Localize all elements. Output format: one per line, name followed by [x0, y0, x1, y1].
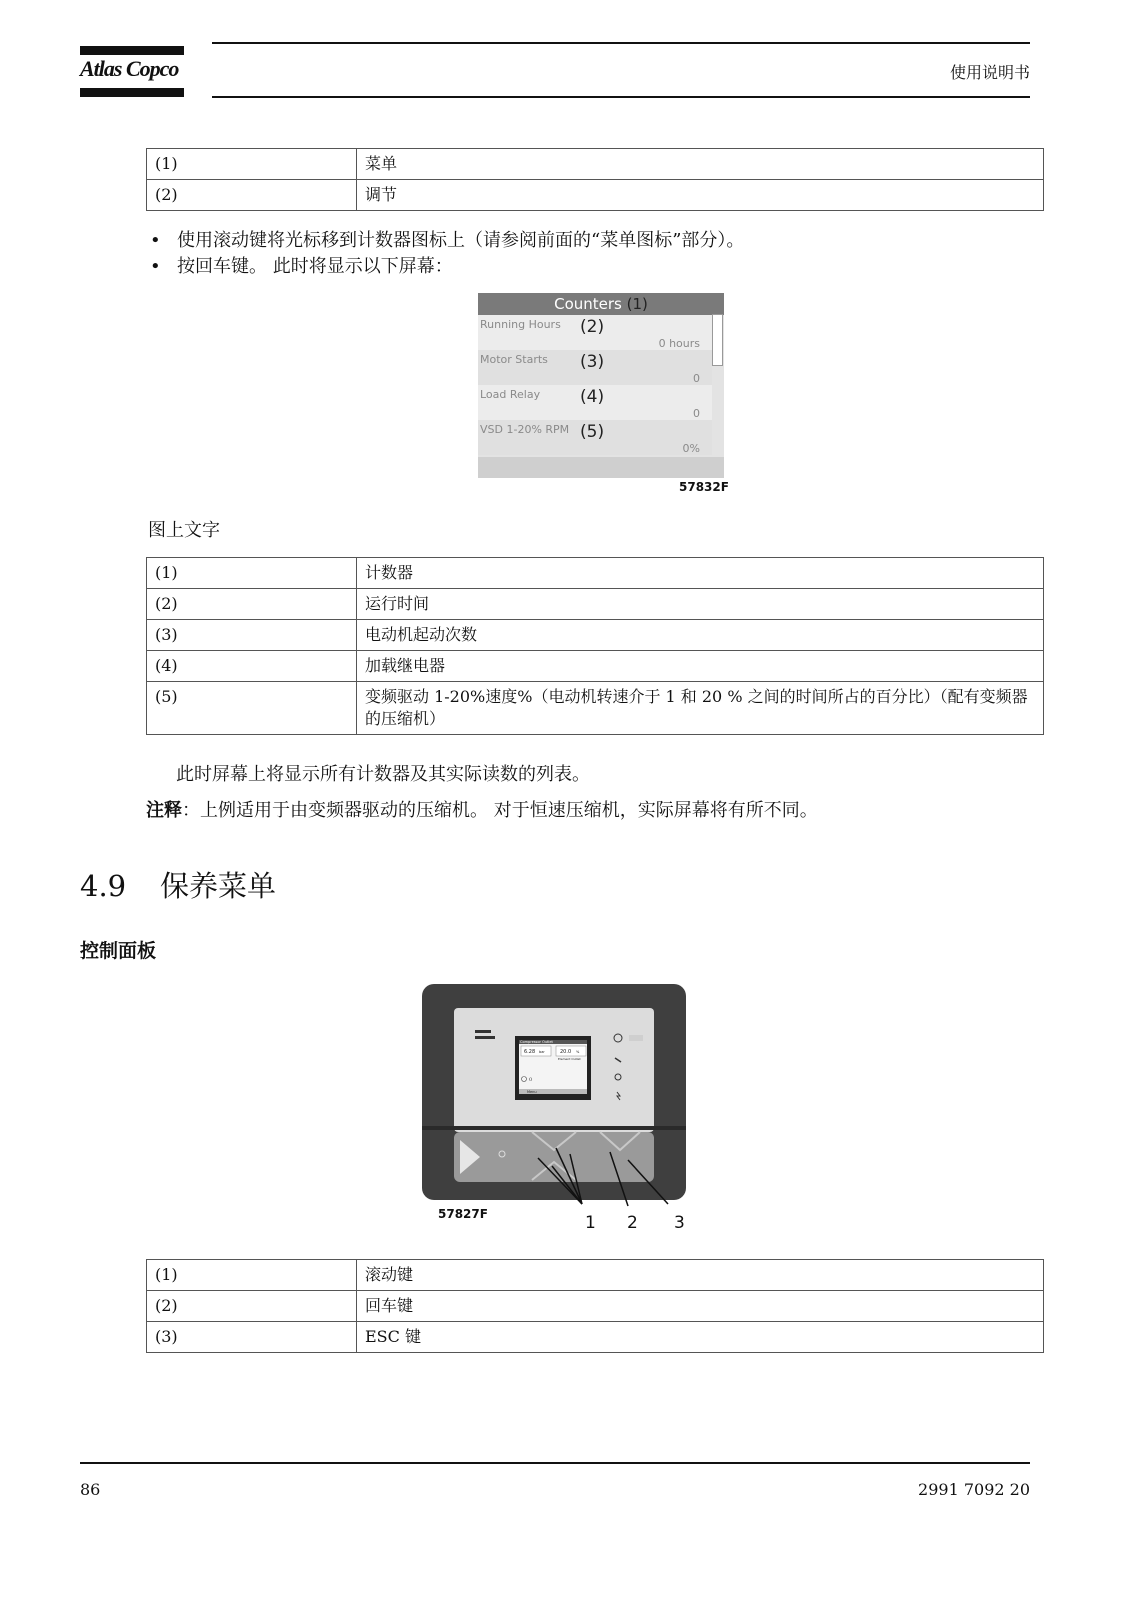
counters-legend-table — [146, 557, 1044, 735]
list-item: • 按回车键。 此时将显示以下屏幕： — [146, 254, 744, 280]
lcd-line2: Element Outlet — [558, 1057, 581, 1061]
table-key: (2) — [147, 180, 357, 211]
list-item: • 使用滚动键将光标移到计数器图标上（请参阅前面的“菜单图标”部分）。 — [146, 228, 744, 254]
section-number: 4.9 — [80, 869, 127, 903]
table-key: (1) — [147, 558, 357, 589]
table-value: 计数器 — [357, 558, 1044, 589]
table-value: 滚动键 — [357, 1260, 1044, 1291]
counter-value: 0 hours — [658, 337, 700, 350]
screen-row — [478, 315, 712, 350]
table-row — [147, 558, 1044, 589]
table-value: 加载继电器 — [357, 651, 1044, 682]
table-value: 运行时间 — [357, 589, 1044, 620]
section-heading — [80, 864, 276, 905]
table-value: 菜单 — [357, 149, 1044, 180]
screen-title-bar — [478, 293, 724, 315]
table-row — [147, 682, 1044, 735]
table-value: 电动机起动次数 — [357, 620, 1044, 651]
table-key: (3) — [147, 1322, 357, 1353]
logo-top-bar — [80, 46, 184, 55]
table-value: ESC 键 — [357, 1322, 1044, 1353]
table-key: (3) — [147, 620, 357, 651]
table-row — [147, 651, 1044, 682]
counter-callout: (4) — [580, 387, 605, 407]
counter-label: Load Relay — [480, 388, 541, 401]
header-top-rule — [212, 42, 1030, 44]
doc-number: 2991 7092 20 — [918, 1480, 1030, 1499]
table-key: (5) — [147, 682, 357, 735]
lcd-unit-2: % — [576, 1050, 580, 1054]
header-bottom-rule — [212, 96, 1030, 98]
table-key: (4) — [147, 651, 357, 682]
table-value: 回车键 — [357, 1291, 1044, 1322]
control-panel-figure — [420, 982, 720, 1240]
lcd-value-1: 6.28 — [524, 1049, 536, 1055]
screen-title: Counters — [554, 295, 622, 313]
counter-callout: (2) — [580, 317, 605, 337]
svg-text:0: 0 — [529, 1077, 533, 1083]
table-row — [147, 1291, 1044, 1322]
counters-screen-figure — [478, 293, 724, 478]
legend-caption: 图上文字 — [148, 520, 220, 541]
counter-label: VSD 1-20% RPM — [480, 423, 570, 436]
note-label: 注释 — [146, 800, 182, 821]
screen-row — [478, 385, 712, 420]
table-value: 变频驱动 1-20%速度%（电动机转速介于 1 和 20 % 之间的时间所占的百分比）（配有变频器的压缩机） — [357, 682, 1044, 735]
table-key: (2) — [147, 589, 357, 620]
lcd-menu: Menu — [527, 1090, 537, 1094]
control-panel-subheading: 控制面板 — [80, 940, 157, 962]
callout-3: 3 — [674, 1213, 685, 1233]
logo-bottom-bar — [80, 88, 184, 97]
footer-rule — [80, 1462, 1030, 1464]
table-key: (1) — [147, 149, 357, 180]
lcd-line1: Compressor Outlet — [520, 1040, 553, 1044]
panel-figure-code: 57827F — [438, 1207, 488, 1221]
section-title: 保养菜单 — [160, 869, 277, 903]
table-row — [147, 589, 1044, 620]
counter-label: Running Hours — [480, 318, 561, 331]
screen-title-callout: (1) — [626, 295, 648, 313]
screen-row — [478, 350, 712, 385]
document-title: 使用说明书 — [949, 63, 1030, 82]
counter-callout: (3) — [580, 352, 605, 372]
keys-legend-table — [146, 1259, 1044, 1353]
table-key: (1) — [147, 1260, 357, 1291]
counter-callout: (5) — [580, 422, 605, 442]
note-text: ：上例适用于由变频器驱动的压缩机。 对于恒速压缩机，实际屏幕将有所不同。 — [182, 800, 818, 821]
screen-row — [478, 420, 712, 455]
instruction-list — [146, 228, 744, 280]
table-row — [147, 1322, 1044, 1353]
figure-code: 57832F — [679, 480, 729, 494]
table-row — [147, 149, 1044, 180]
menu-legend-table — [146, 148, 1044, 211]
table-key: (2) — [147, 1291, 357, 1322]
callout-2: 2 — [627, 1213, 638, 1233]
counter-value: 0% — [682, 442, 700, 455]
counter-value: 0 — [693, 407, 700, 420]
lcd-unit-1: bar — [539, 1050, 545, 1054]
screen-scrollbar — [712, 314, 723, 366]
callout-1: 1 — [585, 1213, 596, 1233]
table-row — [147, 180, 1044, 211]
lcd-value-2: 20.0 — [560, 1049, 572, 1055]
table-row — [147, 620, 1044, 651]
note-paragraph — [146, 796, 818, 822]
counter-label: Motor Starts — [480, 353, 548, 366]
table-value: 调节 — [357, 180, 1044, 211]
counters-paragraph: 此时屏幕上将显示所有计数器及其实际读数的列表。 — [176, 764, 590, 785]
screen-footer-bar — [478, 457, 724, 478]
page-number: 86 — [80, 1480, 101, 1499]
brand-logo: Atlas Copco — [80, 56, 179, 81]
table-row — [147, 1260, 1044, 1291]
counter-value: 0 — [693, 372, 700, 385]
